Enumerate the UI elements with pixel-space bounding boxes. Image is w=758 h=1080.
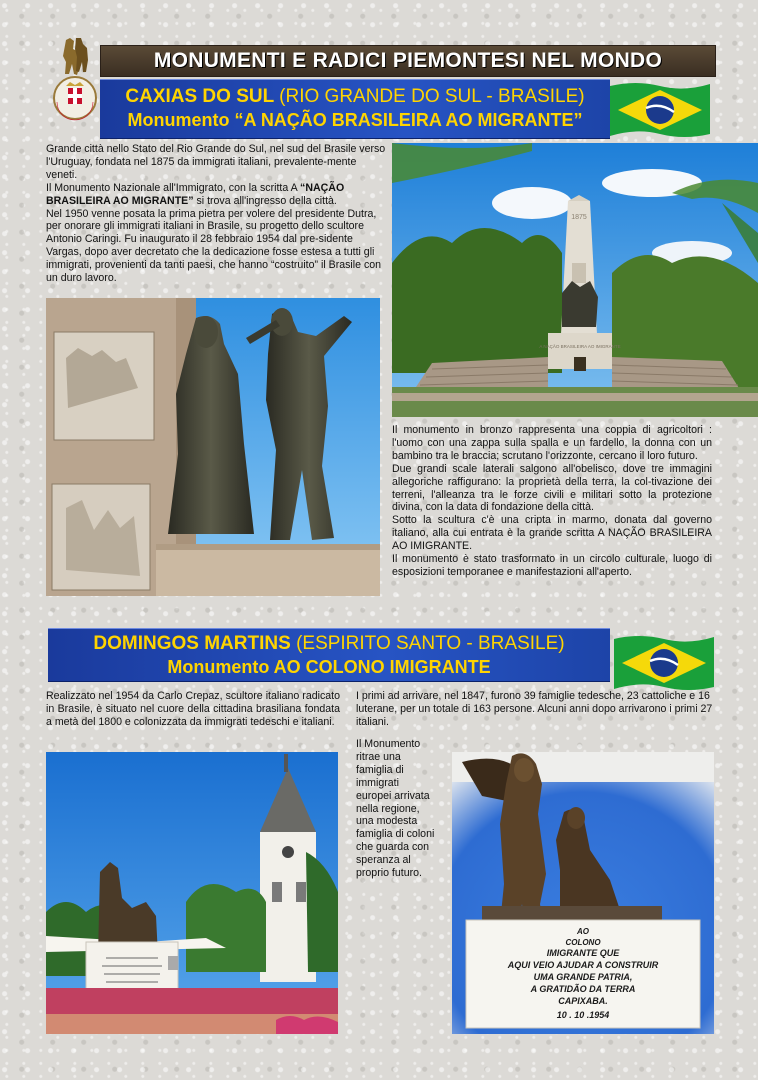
body-paragraph-4: Il monumento è stato trasformato in un circolo culturale, luogo di esposizioni temporanee e manifestazioni all'aperto. — [392, 553, 712, 578]
plaque-line: UMA GRANDE PATRIA, — [533, 972, 633, 982]
intro-highlight: “NAÇÃO BRASILEIRA AO MIGRANTE” — [46, 181, 345, 207]
brazil-flag-icon — [608, 78, 712, 142]
section2-region: (ESPIRITO SANTO - BRASILE) — [296, 633, 565, 654]
section1-location — [100, 85, 610, 109]
plaque-line: 10 . 10 .1954 — [556, 1010, 610, 1020]
section2-city: DOMINGOS MARTINS — [93, 633, 291, 654]
section2-monument-title: Monumento AO COLONO IMIGRANTE — [167, 657, 491, 677]
section2-narrow-text — [356, 738, 452, 880]
narrow-line: una modesta — [356, 815, 418, 828]
plaque-line: AO — [577, 927, 589, 936]
plaque-line: AQUI VEIO AJUDAR A CONSTRUIR — [507, 960, 659, 970]
plaque-line: A GRATIDÃO DA TERRA — [530, 984, 636, 994]
narrow-line: famiglia di — [356, 763, 404, 776]
page-title-bar — [100, 45, 716, 77]
narrow-line: immigrati — [356, 776, 399, 789]
plaque-line: IMIGRANTE QUE — [546, 948, 620, 958]
section2-left-paragraph: Realizzato nel 1954 da Carlo Crepaz, scultore italiano radicato in Brasile, è situato nel cuore della cittadina brasiliana fondata a metà del 1800 e colonizzata da immigrati tedeschi e italiani. — [46, 690, 340, 728]
body-paragraph-2: Due grandi scale laterali salgono all'obelisco, dove tre immagini allegoriche raffigurano: la proprietà della terra, la col-tivazione dei terreni, l'alleanza tra le forze civili e militari sotto la protezione divina, con la data di fondazione della città. — [392, 462, 712, 514]
narrow-line: nella regione, — [356, 802, 420, 815]
narrow-line: Il Monumento — [356, 738, 421, 750]
plaque-line: CAPIXABA. — [558, 996, 608, 1006]
section1-intro-text — [46, 143, 386, 285]
narrow-line: speranza al — [356, 854, 411, 867]
brazil-flag-icon — [612, 631, 716, 695]
section2-left-text — [46, 690, 340, 729]
section2-location — [48, 632, 610, 656]
intro-paragraph-3: Nel 1950 venne posata la prima pietra per volere del presidente Dutra, per onorare gli immigrati italiani in Brasile, su progetto dello scultore Antonio Caringi. Fu inaugurato il 28 febbraio 1954 dal pre-sidente Vargas, dopo aver decretato che la dedicazione fosse estesa a tutti gli immigrati, provenienti da tanti paesi, che hanno “costruito” il Brasile con un duro lavoro. — [46, 207, 382, 285]
section1-monument-title: Monumento “A NAÇÃO BRASILEIRA AO MIGRANTE” — [127, 110, 583, 130]
intro-paragraph-1: Grande città nello Stato del Rio Grande do Sul, nel sud del Brasile verso l'Uruguay, fondata nel 1875 da immigrati italiani, prevalente-mente veneti. — [46, 143, 386, 181]
intro-paragraph-2: Il Monumento Nazionale all'Immigrato, con la scritta A “NAÇÃO BRASILEIRA AO MIGRANTE” si trova all'ingresso della città. — [46, 181, 345, 207]
section1-body-text — [392, 424, 712, 579]
domingos-martins-square-photo — [46, 752, 338, 1034]
body-paragraph-3: Sotto la scultura c'è una cripta in marmo, donata dal governo italiano, alla cui entrata è la grande scritta A NAÇÃO BRASILEIRA AO IMIGRANTE. — [392, 514, 712, 553]
section2-right-text — [356, 690, 716, 729]
association-logo — [46, 36, 104, 122]
section1-heading-band — [100, 79, 610, 139]
colono-imigrante-statue-photo — [452, 752, 714, 1034]
section1-region: (RIO GRANDE DO SUL - BRASILE) — [279, 86, 585, 107]
obelisk-date-text: 1875 — [571, 214, 587, 221]
page-title: MONUMENTI E RADICI PIEMONTESI NEL MONDO — [153, 49, 663, 72]
narrow-line: proprio futuro. — [356, 867, 422, 880]
narrow-line: che guarda con — [356, 841, 430, 854]
narrow-line: famiglia di coloni — [356, 828, 435, 841]
section2-heading-band — [48, 628, 610, 682]
body-paragraph-1: Il monumento in bronzo rappresenta una coppia di agricoltori : l'uomo con una zappa sulla spalla e un fardello, la donna con un bambino tra le braccia; scrutano l'orizzonte, cercano il loro futuro. — [392, 424, 712, 462]
obelisk-base-inscription: A NAÇÃO BRASILEIRA AO IMIGRANTE — [539, 344, 621, 349]
narrow-line: europei arrivata — [356, 789, 430, 802]
caxias-obelisk-photo — [392, 143, 758, 417]
caxias-statue-photo — [46, 298, 380, 596]
section2-right-paragraph: I primi ad arrivare, nel 1847, furono 39 famiglie tedesche, 23 cattoliche e 16 luterane, per un totale di 163 persone. Alcuni anni dopo arrivarono i primi 27 italiani. — [356, 690, 713, 728]
narrow-line: ritrae una — [356, 750, 401, 763]
section1-city: CAXIAS DO SUL — [125, 86, 274, 107]
plaque-line: COLONO — [565, 938, 601, 947]
